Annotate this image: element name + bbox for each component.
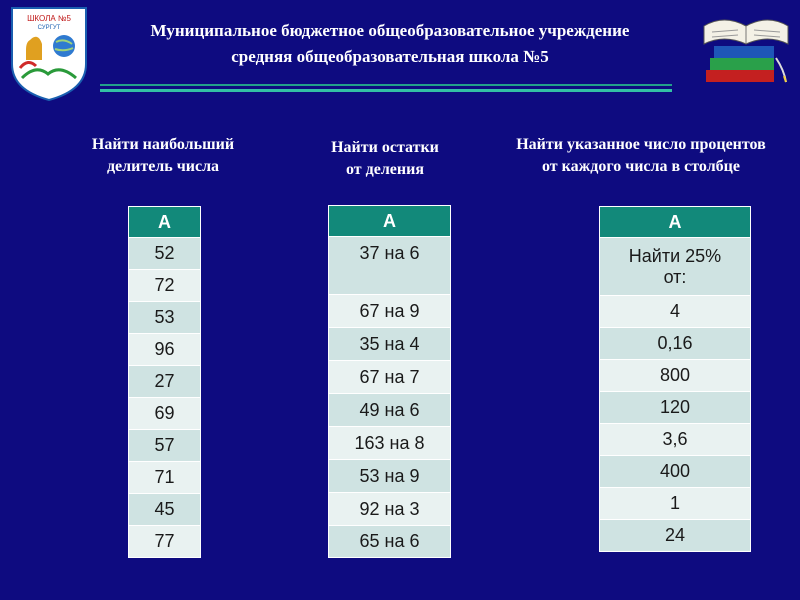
heading-line: от деления (345, 161, 424, 178)
table-cell: 49 на 6 (329, 394, 451, 427)
heading-line: Найти указанное число процентов (516, 136, 766, 153)
table-cell: 1 (600, 488, 751, 520)
table-cell: 800 (600, 360, 751, 392)
column-heading-1 (58, 134, 268, 178)
table-cell: 72 (129, 270, 201, 302)
table-cell: 71 (129, 462, 201, 494)
table-cell: 67 на 7 (329, 361, 451, 394)
svg-text:СУРГУТ: СУРГУТ (37, 25, 61, 31)
title-line-1: Муниципальное бюджетное общеобразовательное учреждение (150, 21, 630, 40)
table-header: А (129, 207, 201, 238)
heading-line: Найти наибольший (91, 136, 235, 153)
table-cell: 96 (129, 334, 201, 366)
table-cell: 120 (600, 392, 751, 424)
table-cell: 53 (129, 302, 201, 334)
table-cell: 65 на 6 (329, 526, 451, 558)
table-header: А (329, 206, 451, 237)
table-cell: 0,16 (600, 328, 751, 360)
table-cell: 4 (600, 296, 751, 328)
table-cell: 27 (129, 366, 201, 398)
table-cell: 77 (129, 526, 201, 558)
table-header: А (600, 207, 751, 238)
title-line-2: средняя общеобразовательная школа №5 (231, 47, 549, 66)
table-cell: 67 на 9 (329, 295, 451, 328)
page-title (100, 18, 680, 70)
table-greatest-divisor (128, 206, 201, 558)
table-cell: 52 (129, 238, 201, 270)
table-cell: 24 (600, 520, 751, 552)
table-cell: 69 (129, 398, 201, 430)
heading-line: от каждого числа в столбце (542, 158, 740, 175)
table-percentages (599, 206, 751, 552)
table-cell: 3,6 (600, 424, 751, 456)
heading-line: делитель числа (106, 158, 220, 175)
intro-line: Найти 25% (628, 245, 722, 266)
table-intro-cell (600, 238, 751, 296)
table-cell: 53 на 9 (329, 460, 451, 493)
heading-line: Найти остатки (331, 139, 439, 156)
table-cell: 45 (129, 494, 201, 526)
column-heading-2 (290, 137, 480, 181)
table-cell: 35 на 4 (329, 328, 451, 361)
table-cell: 400 (600, 456, 751, 488)
school-crest-logo (8, 4, 90, 102)
header-divider (100, 84, 672, 86)
table-remainders (328, 205, 451, 558)
table-cell: 37 на 6 (329, 237, 451, 295)
column-heading-3 (482, 134, 800, 178)
table-cell: 163 на 8 (329, 427, 451, 460)
intro-line: от: (663, 266, 687, 287)
table-cell: 57 (129, 430, 201, 462)
header-divider (100, 89, 672, 92)
table-cell: 92 на 3 (329, 493, 451, 526)
crest-text: ШКОЛА №5 (27, 14, 71, 23)
books-illustration (700, 12, 796, 86)
